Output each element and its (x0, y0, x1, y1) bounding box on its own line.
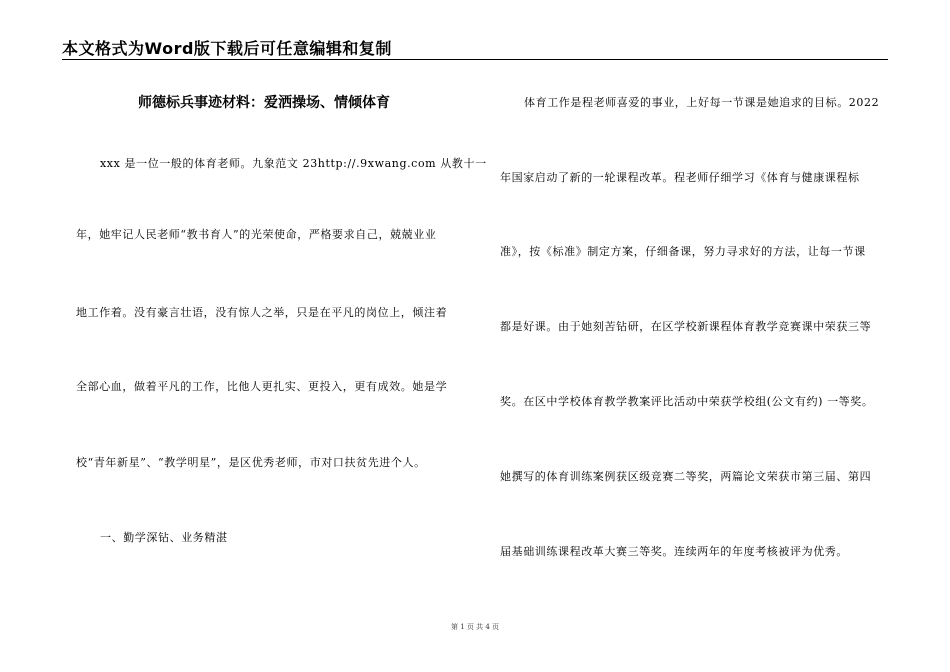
left-paragraph-line-4: 全部心血，做着平凡的工作，比他人更扎实、更投入，更有成效。她是学 (76, 380, 448, 393)
left-paragraph-line-3: 地工作着。没有豪言壮语，没有惊人之举，只是在平凡的岗位上，倾注着 (76, 306, 448, 319)
right-paragraph-line-4: 都是好课。由于她刻苦钻研，在区学校新课程体育教学竞赛课中荣获三等 (500, 320, 872, 333)
right-paragraph-line-6: 她撰写的体育训练案例获区级竞赛二等奖，两篇论文荣获市第三届、第四 (500, 470, 872, 483)
left-paragraph-line-1: xxx 是一位一般的体育老师。九象范文 23http://.9xwang.com 从教十一 (100, 157, 487, 170)
left-paragraph-line-5: 校“青年新星”、“教学明星”，是区优秀老师，市对口扶贫先进个人。 (76, 456, 426, 469)
right-paragraph-line-3: 准》，按《标准》制定方案，仔细备课，努力寻求好的方法，让每一节课 (500, 245, 866, 258)
right-paragraph-line-5: 奖。在区中学校体育教学教案评比活动中荣获学校组(公文有约) 一等奖。 (500, 395, 874, 408)
left-paragraph-line-2: 年，她牢记人民老师“教书育人”的光荣使命，严格要求自己，兢兢业业 (76, 228, 437, 241)
right-paragraph-line-1: 体育工作是程老师喜爱的事业，上好每一节课是她追求的目标。2022 (524, 96, 880, 109)
banner-divider (62, 59, 888, 60)
document-banner: 本文格式为Word版下载后可任意编辑和复制 (62, 39, 392, 58)
right-paragraph-line-7: 届基础训练课程改革大赛三等奖。连续两年的年度考核被评为优秀。 (500, 545, 848, 558)
article-title: 师德标兵事迹材料：爱洒操场、情倾体育 (138, 95, 390, 111)
right-paragraph-line-2: 年国家启动了新的一轮课程改革。程老师仔细学习《体育与健康课程标 (500, 171, 860, 184)
section-heading: 一、勤学深钻、业务精湛 (100, 531, 228, 544)
page-number: 第 1 页 共 4 页 (450, 623, 500, 631)
